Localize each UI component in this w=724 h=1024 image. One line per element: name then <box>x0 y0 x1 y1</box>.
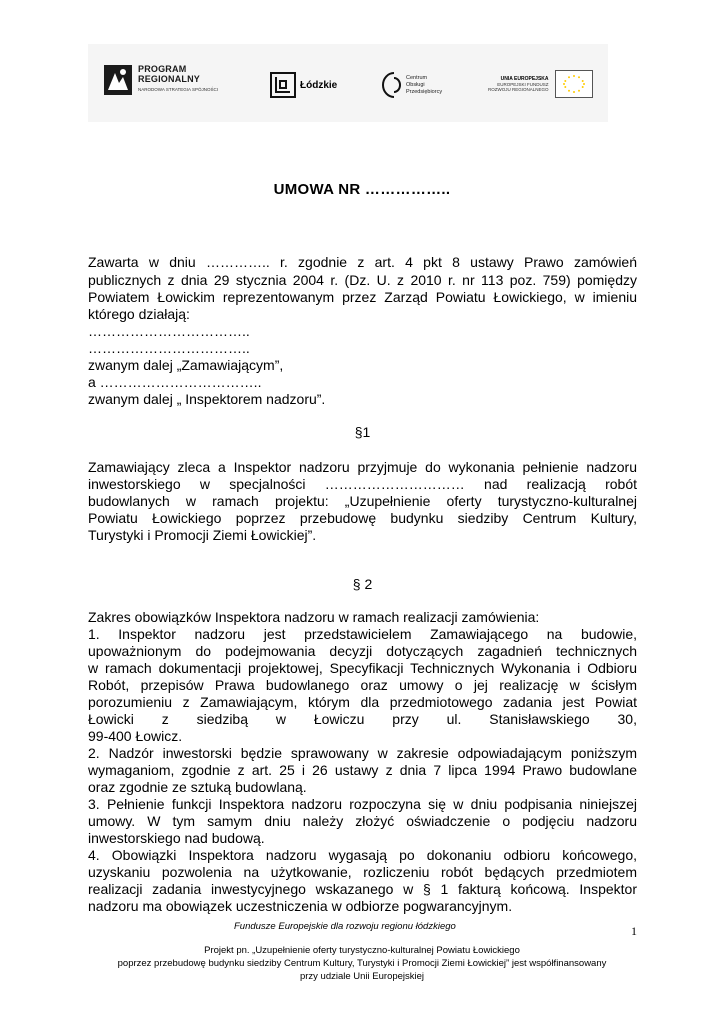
intro-line: którego działają: <box>88 306 190 322</box>
intro-line: Powiatem Łowickim reprezentowanym przez Zarząd Powiatu Łowickiego, w imieniu <box>88 289 637 305</box>
intro-line: …………………………….. <box>88 340 250 356</box>
section-2-line: w ramach dokumentacji projektowej, Specyfikacji Technicznych Wykonania i Odbioru <box>88 660 637 676</box>
section-2-line: 1. Inspektor nadzoru jest przedstawicielem Zamawiającego na budowie, <box>88 626 637 642</box>
document-title: UMOWA NR …………….. <box>273 181 451 198</box>
section-2-heading: § 2 <box>352 576 373 592</box>
section-1-heading: §1 <box>354 424 371 440</box>
intro-line: zwanym dalej „Zamawiającym”, <box>88 357 284 373</box>
cop-line-1: Centrum <box>406 74 428 81</box>
cop-line-3: Przedsiębiorcy <box>406 88 443 95</box>
footer-line: przy udziale Unii Europejskiej <box>299 971 425 982</box>
section-2-line: nadzoru ma obowiązek uczestniczenia w odbiorze pogwarancyjnym. <box>88 898 513 914</box>
section-1-line: Turystyki i Promocji Ziemi Łowickiej”. <box>88 527 317 543</box>
section-2-line: uzyskaniu pozwolenia na użytkowanie, rozliczeniu robót będących przedmiotem <box>88 864 637 880</box>
efrr-label-2: ROZWOJU REGIONALNEGO <box>488 87 549 92</box>
section-1-line: Powiatu Łowickiego poprzez przebudowę budynku siedziby Centrum Kultury, <box>88 510 637 526</box>
cop-line-2: Obsługi <box>406 81 425 88</box>
section-1-line: Zamawiający zleca a Inspektor nadzoru przyjmuje do wykonania pełnienie nadzoru <box>88 459 637 475</box>
program-label: PROGRAM <box>138 64 187 74</box>
intro-line: zwanym dalej „ Inspektorem nadzoru”. <box>88 391 326 407</box>
efrr-label-1: EUROPEJSKI FUNDUSZ <box>497 82 549 87</box>
intro-line: publicznych z dnia 29 stycznia 2004 r. (Dz. U. z 2010 r. nr 113 poz. 759) pomiędzy <box>88 272 637 288</box>
lodzkie-emblem-icon <box>270 72 296 98</box>
logo-header <box>88 44 608 122</box>
eu-flag-icon <box>555 70 593 98</box>
eu-label: UNIA EUROPEJSKA <box>500 76 549 82</box>
section-2-line: inwestorskiego nad budową. <box>88 830 265 846</box>
cop-logo <box>382 70 442 100</box>
section-2-line: upoważnionym do podejmowania decyzji dotyczących zagadnień technicznych <box>88 643 637 659</box>
footer-tagline: Fundusze Europejskie dla rozwoju regionu łódzkiego <box>234 921 456 932</box>
section-2-line: oraz zgodnie ze sztuką budowlaną. <box>88 779 307 795</box>
nss-label: NARODOWA STRATEGIA SPÓJNOŚCI <box>138 87 219 92</box>
lodzkie-logo <box>270 72 337 98</box>
intro-line: …………………………….. <box>88 323 250 339</box>
section-2-line: wymaganiom, zgodnie z art. 25 i 26 ustawy z dnia 7 lipca 1994 Prawo budowlane <box>88 762 637 778</box>
section-2-line: 99-400 Łowicz. <box>88 728 183 744</box>
section-2-line: 3. Pełnienie funkcji Inspektora nadzoru rozpoczyna się w dniu podpisania niniejszej <box>88 796 637 812</box>
section-2-line: porozumieniu z Zamawiającym, którym dla przedmiotowego zadania jest Powiat <box>88 694 637 710</box>
program-regionalny-logo <box>104 64 218 95</box>
cop-emblem-icon <box>382 70 404 100</box>
page-number: 1 <box>631 924 637 938</box>
program-regionalny-emblem-icon <box>104 65 132 95</box>
section-1-line: inwestorskiego w specjalności ………………………… nad realizacją robót <box>88 476 637 492</box>
footer-line: Projekt pn. „Uzupełnienie oferty turystyczno-kulturalnej Powiatu Łowickiego <box>204 945 520 956</box>
section-2-line: Robót, przepisów Prawa budowlanego oraz umowy o jej realizację w ścisłym <box>88 677 637 693</box>
section-2-line: 4. Obowiązki Inspektora nadzoru wygasają po dokonaniu odbioru końcowego, <box>88 847 637 863</box>
regionalny-label: REGIONALNY <box>138 74 201 84</box>
footer-line: poprzez przebudowę budynku siedziby Centrum Kultury, Turystyki i Promocji Ziemi Łowickiej” jest współfinansowany <box>117 958 607 969</box>
lodzkie-label: Łódzkie <box>300 79 338 91</box>
section-2-line: Łowicki z siedzibą w Łowiczu przy ul. Stanisławskiego 30, <box>88 711 637 727</box>
intro-line: a …………………………….. <box>88 374 262 390</box>
section-1-line: budowlanych w ramach projektu: „Uzupełnienie oferty turystyczno-kulturalnej <box>88 493 637 509</box>
intro-line: Zawarta w dniu ………….. r. zgodnie z art. 4 pkt 8 ustawy Prawo zamówień <box>88 254 637 270</box>
eu-logo <box>488 70 593 98</box>
section-2-line: umowy. W tym samym dniu należy złożyć oświadczenie o podjęciu nadzoru <box>88 813 637 829</box>
section-2-line: Zakres obowiązków Inspektora nadzoru w ramach realizacji zamówienia: <box>88 609 540 625</box>
section-2-line: realizacji zadania inwestycyjnego wskazanego w § 1 fakturą końcową. Inspektor <box>88 881 637 897</box>
section-2-line: 2. Nadzór inwestorski będzie sprawowany w zakresie odpowiadającym poniższym <box>88 745 637 761</box>
